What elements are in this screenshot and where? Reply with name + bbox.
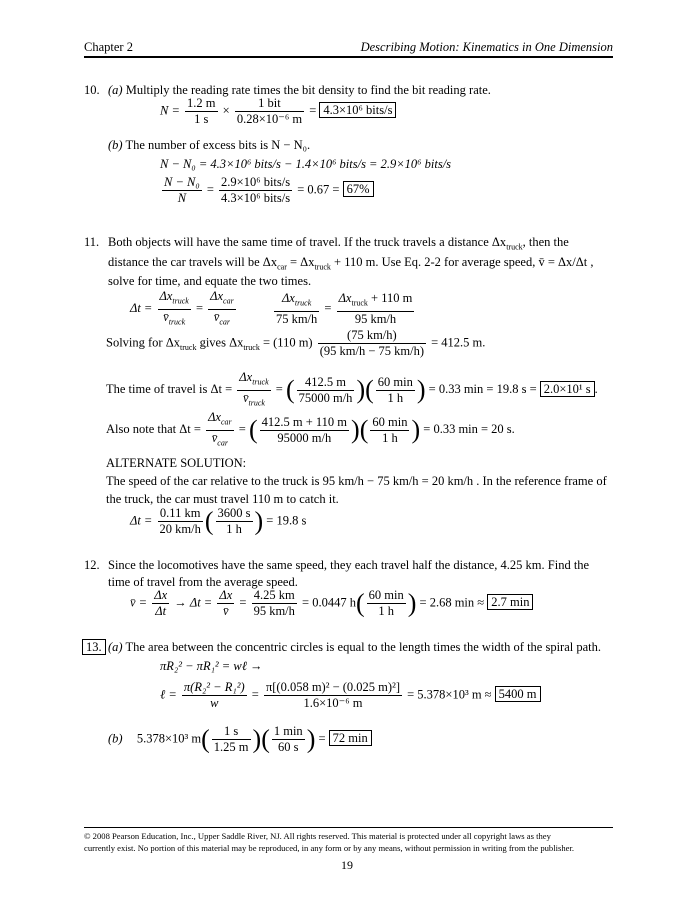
fraction: $\frac{\Delta x_{truck}}{v̄_{truck}}$ <box>237 370 270 410</box>
problem-10-number: 10. <box>84 83 100 97</box>
problem-13-number: 13. <box>82 640 106 655</box>
problem-11-number: 11. <box>84 235 100 249</box>
fraction: $\frac{60 \min}{1 h}$ <box>377 374 413 405</box>
p12-result: 2.7 min <box>487 594 533 610</box>
chapter-label: Chapter 2 <box>84 40 133 54</box>
part-a-label: (a) <box>108 83 123 97</box>
p11-alt-line1: The speed of the car relative to the truck is 95 km/h − 75 km/h = 20 km/h . In the reference frame of <box>106 474 607 488</box>
p12-line1: Since the locomotives have the same speed, they each travel half the distance, 4.25 km. Find the <box>108 558 590 572</box>
fraction: $\frac{\Delta x_{truck}}{v̄_{truck}}$ <box>158 289 191 329</box>
fraction: $\frac{1 \min}{60 s}$ <box>273 724 303 754</box>
p13-a-text: The area between the concentric circles is equal to the length times the width of the spiral path. <box>125 640 602 654</box>
copyright-line2: currently exist. No portion of this material may be reproduced, in any form or by any means, without permission in writing from the publisher. <box>84 843 574 853</box>
fraction: $\frac{412.5 m}{75000 m/h}$ <box>298 374 353 405</box>
p13-a-result: 5400 m <box>495 686 541 702</box>
p13-equation: ℓ = $\frac{\text{π(R₂² − R₁²)}}{w}$ = $\frac{\text{π[(0.058 m)² − (0.025 m)²]}}{\text{1.6×10⁻⁶ m}}$ = 5.378×10³ m ≈ 5400 m <box>160 680 541 711</box>
fraction: $\frac{\Delta x_{car}}{v̄_{car}}$ <box>206 410 234 450</box>
p10-b-equation <box>160 175 374 206</box>
fraction: $\frac{\Delta x}{\Delta t}$ <box>154 588 168 618</box>
p10-a-text: Multiply the reading rate times the bit density to find the bit reading rate. <box>125 83 491 97</box>
fraction: $\frac{\text{N − N₀}}{N}$ <box>164 175 200 205</box>
fraction: $\frac{4.25 km}{95 km/h}$ <box>253 588 295 618</box>
fraction: $\frac{\Delta x_{car}}{v̄_{car}}$ <box>208 289 236 329</box>
fraction: $\frac{\Delta x_{truck} + 110 m}{95 km/h}$ <box>338 291 413 326</box>
p11-time-equation: Δt = $\frac{\Delta x_{truck}}{v̄_{truck}}$ = $\frac{\Delta x_{car}}{v̄_{car}}$ $\frac{\Delta x_{truck}}{75 km/h}$ = $\frac{\Delta x_{truck} + 110 m}{95 km/h}$ <box>130 289 416 329</box>
header-rule <box>84 56 613 58</box>
equals: = <box>206 182 214 197</box>
p13-b-equation: (b) 5.378×10³ m( $\frac{1 s}{1.25 m}$ )( $\frac{1 \min}{60 s}$ ) = 72 min <box>108 724 372 755</box>
alternate-solution-heading: ALTERNATE SOLUTION: <box>106 456 247 470</box>
lhs: N = <box>160 103 180 118</box>
p11-line3: solve for time, and equate the two times. <box>108 274 312 288</box>
p10-a-equation <box>160 96 396 127</box>
p10-b-text: The number of excess bits is N − N₀. <box>125 138 311 152</box>
fraction: $\frac{60 \min}{1 h}$ <box>372 414 408 445</box>
chapter-title: Describing Motion: Kinematics in One Dimension <box>360 40 613 54</box>
fraction: $\frac{\text{π[(0.058 m)² − (0.025 m)²]}}{\text{1.6×10⁻⁶ m}}$ <box>265 680 400 710</box>
fraction: $\frac{\text{2.9×10⁶ bits/s}}{\text{4.3×10⁶ bits/s}}$ <box>221 175 291 205</box>
p10-b-line1: N − N₀ = 4.3×10⁶ bits/s − 1.4×10⁶ bits/s = 2.9×10⁶ bits/s <box>160 157 452 171</box>
fraction: $\frac{\Delta x}{v̄}$ <box>219 588 233 618</box>
page-number: 19 <box>341 858 353 872</box>
p12-equation: v̄ = $\frac{\Delta x}{\Delta t}$ → Δt = $\frac{\Delta x}{v̄}$ = $\frac{4.25 km}{95 km/h}$ = 0.0447 h( $\frac{60 \min}{1 h}$ ) = 2.68 min ≈ 2.7 min <box>130 588 533 619</box>
equals: = 0.67 = <box>297 182 340 197</box>
p11-alt-equation: Δt = $\frac{0.11 km}{20 km/h}$ ( $\frac{3600 s}{1 h}$ ) = 19.8 s <box>130 506 307 536</box>
fraction: $\frac{(75 km/h)}{(95 km/h - 75 km/h)}$ <box>319 328 424 358</box>
fraction: $\frac{1.2 m}{1 s}$ <box>187 96 216 126</box>
part-b-label: (b) <box>108 138 123 152</box>
p10-b-result: 67% <box>343 181 374 197</box>
p13-b-result: 72 min <box>329 730 372 746</box>
p11-alt-line2: the truck, the car must travel 110 m to catch it. <box>106 492 339 506</box>
p12-line2: time of travel from the average speed. <box>108 575 298 589</box>
fraction: $\frac{60 \min}{1 h}$ <box>368 588 404 618</box>
footer-rule <box>84 827 613 828</box>
p11-time-of-travel: The time of travel is Δt = $\frac{\Delta x_{truck}}{v̄_{truck}}$ = ( $\frac{412.5 m}{75000 m/h}$ )( $\frac{60 \min}{1 h}$ ) = 0.33 min = 19.8 s = 2.0×10¹ s . <box>106 370 598 410</box>
p10-a-result: 4.3×10⁶ bits/s <box>319 102 396 118</box>
p11-line2: distance the car travels will be $\Delta x_{car} = \Delta x_{truck} + 110$ m. Use Eq. 2-2 for average speed, v̄ = Δx/Δt , <box>108 255 594 272</box>
p13-line1: πR₂² − πR₁² = wℓ → <box>160 659 263 673</box>
times: × <box>222 103 230 118</box>
part-a-label: (a) <box>108 640 123 654</box>
equals: = <box>309 103 317 118</box>
copyright-line1: © 2008 Pearson Education, Inc., Upper Saddle River, NJ. All rights reserved. This material is protected under all copyright laws as they <box>84 831 551 841</box>
p11-also-note: Also note that Δt = $\frac{\Delta x_{car}}{v̄_{car}}$ = ( $\frac{412.5 m + 110 m}{95000 m/h}$ )( $\frac{60 \min}{1 h}$ ) = 0.33 min = 20 s. <box>106 410 515 450</box>
p11-line1: Both objects will have the same time of travel. If the truck travels a distance $\Delta x_{truck}$, then the <box>108 235 569 252</box>
fraction: $\frac{\Delta x_{truck}}{75 km/h}$ <box>275 291 318 326</box>
problem-12-number: 12. <box>84 558 100 572</box>
fraction: $\frac{\text{π(R₂² − R₁²)}}{w}$ <box>183 680 245 710</box>
fraction: $\frac{0.11 km}{20 km/h}$ <box>159 506 201 536</box>
fraction: $\frac{412.5 m + 110 m}{95000 m/h}$ <box>261 414 348 445</box>
fraction: $\frac{\text{1 bit}}{\text{0.28×10⁻⁶ m}}$ <box>236 96 303 126</box>
fraction: $\frac{1 s}{1.25 m}$ <box>213 724 249 754</box>
fraction: $\frac{3600 s}{1 h}$ <box>217 506 251 536</box>
p11-result: 2.0×10¹ s <box>540 381 595 397</box>
p11-solving-line: Solving for $\Delta x_{truck}$ gives $\Delta x_{truck} = (110$ m) $\frac{(75 km/h)}{(95 km/h - 75 km/h)}$ = 412.5 m. <box>106 328 486 358</box>
